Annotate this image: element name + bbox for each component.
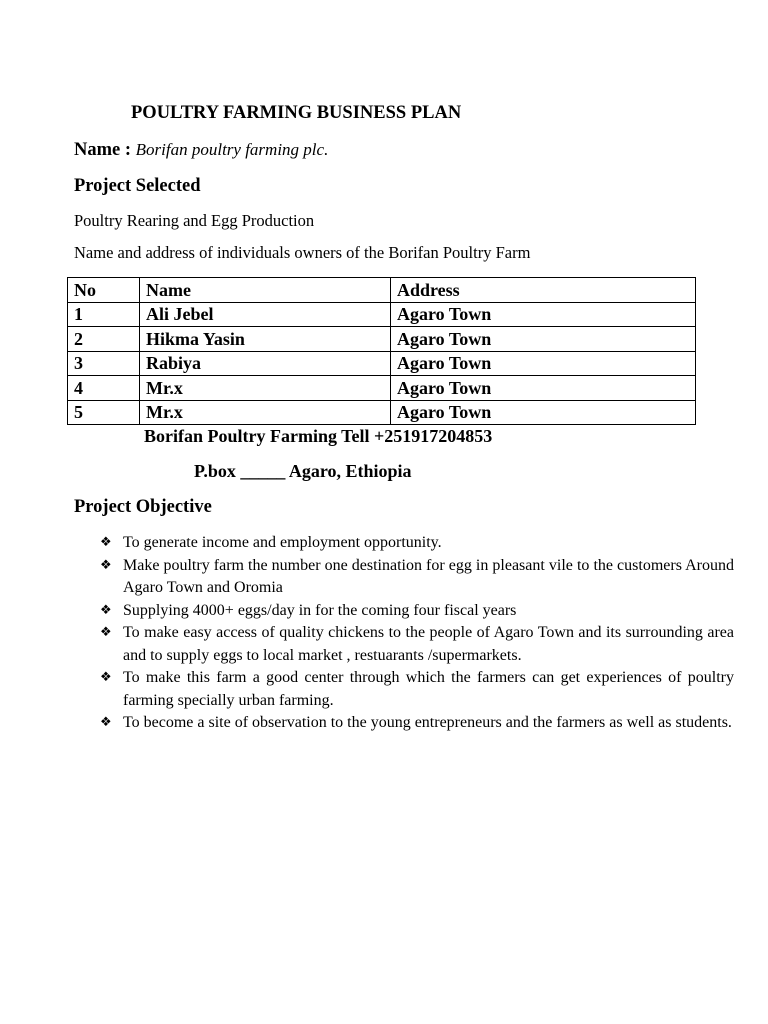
owners-table (67, 277, 696, 425)
list-item (100, 622, 734, 667)
diamond-bullet-icon: ❖ (100, 670, 112, 685)
document-title: POULTRY FARMING BUSINESS PLAN (131, 103, 462, 123)
column-header-address: Address (391, 278, 696, 303)
table-row (68, 351, 696, 376)
row-no: 1 (68, 302, 140, 327)
pbox-line: P.box _____ Agaro, Ethiopia (194, 461, 412, 481)
table-row (68, 376, 696, 401)
project-selected-heading: Project Selected (74, 176, 201, 196)
objective-text: To become a site of observation to the young entrepreneurs and the farmers as well as students. (123, 714, 732, 731)
objective-text: Make poultry farm the number one destination for egg in pleasant vile to the customers Around Agaro Town and Oromia (123, 556, 734, 596)
objective-text: To make this farm a good center through which the farmers can get experiences of poultry farming specially urban farming. (123, 669, 734, 709)
row-name: Mr.x (140, 376, 391, 401)
objective-text: To make easy access of quality chickens to the people of Agaro Town and its surrounding area and to supply eggs to local market , restuarants /supermarkets. (123, 624, 734, 664)
list-item (100, 667, 734, 712)
table-row (68, 327, 696, 352)
name-value: Borifan poultry farming plc. (135, 140, 329, 159)
owners-intro-text: Name and address of individuals owners of the Borifan Poultry Farm (74, 243, 531, 262)
diamond-bullet-icon: ❖ (100, 625, 112, 640)
project-selected-text: Poultry Rearing and Egg Production (74, 211, 315, 230)
row-address: Agaro Town (391, 302, 696, 327)
table-header-row (68, 278, 696, 303)
diamond-bullet-icon: ❖ (100, 602, 112, 618)
row-name: Mr.x (140, 400, 391, 425)
table-row (68, 400, 696, 425)
list-item (100, 600, 734, 623)
row-address: Agaro Town (391, 400, 696, 425)
name-label: Name : (74, 140, 132, 160)
objectives-list (100, 532, 734, 735)
table-row (68, 302, 696, 327)
row-no: 4 (68, 376, 140, 401)
diamond-bullet-icon: ❖ (100, 557, 112, 573)
row-no: 5 (68, 400, 140, 425)
row-address: Agaro Town (391, 376, 696, 401)
row-name: Hikma Yasin (140, 327, 391, 352)
list-item (100, 712, 734, 735)
list-item (100, 555, 734, 600)
column-header-name: Name (140, 278, 391, 303)
objective-text: Supplying 4000+ eggs/day in for the coming four fiscal years (123, 601, 517, 619)
row-no: 3 (68, 351, 140, 376)
objective-text: To generate income and employment opportunity. (123, 534, 442, 551)
name-line (74, 140, 328, 161)
row-name: Ali Jebel (140, 302, 391, 327)
diamond-bullet-icon: ❖ (100, 535, 112, 550)
column-header-no: No (68, 278, 140, 303)
contact-line: Borifan Poultry Farming Tell +251917204853 (144, 426, 493, 446)
project-objective-heading: Project Objective (74, 497, 212, 517)
list-item (100, 532, 734, 555)
diamond-bullet-icon: ❖ (100, 715, 112, 730)
row-address: Agaro Town (391, 351, 696, 376)
row-address: Agaro Town (391, 327, 696, 352)
row-name: Rabiya (140, 351, 391, 376)
row-no: 2 (68, 327, 140, 352)
